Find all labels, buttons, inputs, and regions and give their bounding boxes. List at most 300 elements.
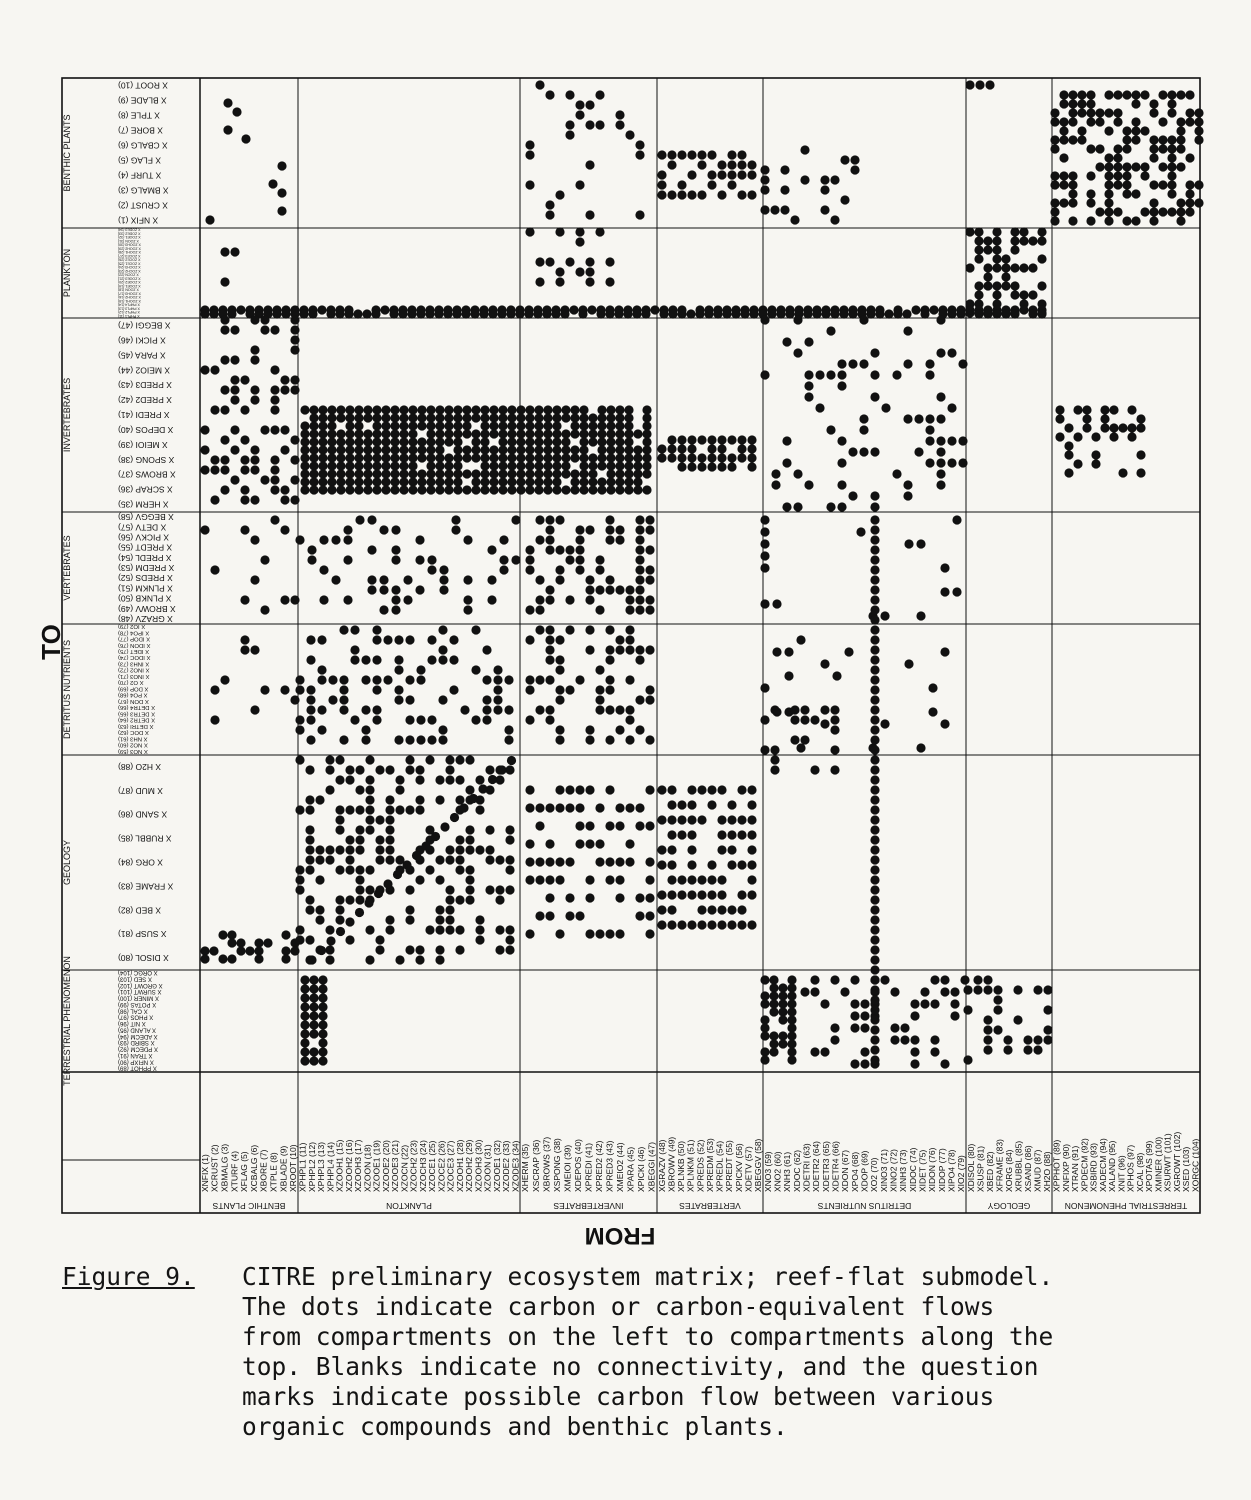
flow-dot — [390, 477, 399, 486]
row-compartment-label: X NFIX (1) — [118, 215, 159, 226]
flow-dot — [597, 437, 606, 446]
flow-dot — [570, 421, 579, 430]
flow-dot — [504, 705, 513, 714]
flow-dot — [480, 445, 489, 454]
flow-dot — [870, 855, 879, 864]
flow-dot — [534, 413, 543, 422]
flow-dot — [295, 675, 304, 684]
flow-dot — [585, 625, 594, 634]
flow-dot — [812, 309, 821, 318]
flow-dot — [667, 150, 676, 159]
flow-dot — [657, 815, 666, 824]
flow-dot — [426, 469, 435, 478]
flow-dot — [438, 695, 447, 704]
flow-dot — [645, 565, 654, 574]
row-compartment-label: X SED (103) — [118, 975, 152, 982]
flow-dot — [870, 675, 879, 684]
flow-dot — [850, 165, 859, 174]
flow-dot — [575, 535, 584, 544]
flow-dot — [697, 160, 706, 169]
flow-dot — [760, 539, 769, 548]
flow-dot — [642, 445, 651, 454]
flow-dot — [870, 615, 879, 624]
flow-dot — [936, 469, 945, 478]
flow-dot — [770, 765, 779, 774]
flow-dot — [270, 485, 279, 494]
flow-dot — [318, 429, 327, 438]
flow-dot — [319, 535, 328, 544]
flow-dot — [306, 705, 315, 714]
flow-dot — [645, 695, 654, 704]
flow-dot — [635, 150, 644, 159]
flow-dot — [270, 325, 279, 334]
flow-dot — [635, 575, 644, 584]
flow-dot — [331, 575, 340, 584]
flow-dot — [363, 453, 372, 462]
flow-dot — [782, 458, 791, 467]
flow-dot — [355, 885, 364, 894]
flow-dot — [787, 1047, 796, 1056]
flow-dot — [793, 348, 802, 357]
flow-dot — [552, 405, 561, 414]
flow-dot — [555, 565, 564, 574]
flow-dot — [290, 475, 299, 484]
flow-dot — [280, 425, 289, 434]
flow-dot — [435, 405, 444, 414]
flow-dot — [295, 535, 304, 544]
flow-dot — [561, 405, 570, 414]
flow-dot — [525, 929, 534, 938]
flow-dot — [445, 845, 454, 854]
flow-dot — [778, 1031, 787, 1040]
flow-dot — [615, 461, 624, 470]
flow-dot — [345, 895, 354, 904]
flow-dot — [399, 429, 408, 438]
flow-dot — [605, 515, 614, 524]
row-compartment-label: X SCRAP (36) — [118, 484, 173, 495]
flow-dot — [645, 685, 654, 694]
row-compartment-label: X PRED3 (43) — [118, 380, 172, 391]
flow-dot — [335, 755, 344, 764]
flow-dot — [270, 385, 279, 394]
flow-dot — [625, 585, 634, 594]
flow-dot — [504, 725, 513, 734]
flow-dot — [480, 429, 489, 438]
flow-dot — [534, 429, 543, 438]
column-compartment-label: XZOON (31) — [482, 1144, 493, 1192]
row-compartment-label: X NO3 (59) — [118, 747, 148, 754]
flow-dot — [870, 370, 879, 379]
flow-dot — [381, 445, 390, 454]
flow-dot — [435, 461, 444, 470]
flow-dot — [992, 263, 1001, 272]
flow-dot — [1033, 1035, 1042, 1044]
flow-dot — [317, 305, 326, 314]
flow-dot — [784, 647, 793, 656]
flow-dot — [516, 485, 525, 494]
flow-dot — [218, 954, 227, 963]
flow-dot — [870, 765, 879, 774]
flow-dot — [408, 413, 417, 422]
flow-dot — [394, 695, 403, 704]
flow-dot — [747, 830, 756, 839]
flow-dot — [910, 1047, 919, 1056]
flow-dot — [300, 405, 309, 414]
flow-dot — [325, 785, 334, 794]
flow-dot — [840, 195, 849, 204]
flow-dot — [992, 245, 1001, 254]
flow-dot — [309, 453, 318, 462]
flow-dot — [372, 445, 381, 454]
flow-dot — [760, 527, 769, 536]
flow-dot — [487, 545, 496, 554]
flow-dot — [493, 675, 502, 684]
flow-dot — [983, 272, 992, 281]
flow-dot — [390, 453, 399, 462]
flow-dot — [950, 1011, 959, 1020]
flow-dot — [1185, 117, 1194, 126]
flow-dot — [615, 803, 624, 812]
flow-dot — [426, 421, 435, 430]
flow-dot — [555, 227, 564, 236]
flow-dot — [1185, 153, 1194, 162]
flow-dot — [354, 405, 363, 414]
row-group-label: TERRESTRIAL PHENOMENON — [62, 956, 72, 1086]
flow-dot — [1068, 135, 1077, 144]
flow-dot — [223, 125, 232, 134]
flow-dot — [479, 309, 488, 318]
flow-dot — [362, 309, 371, 318]
flow-dot — [615, 585, 624, 594]
flow-dot — [426, 429, 435, 438]
flow-dot — [844, 647, 853, 656]
flow-dot — [290, 946, 299, 955]
flow-dot — [870, 725, 879, 734]
flow-dot — [624, 453, 633, 462]
flow-dot — [260, 325, 269, 334]
flow-dot — [395, 775, 404, 784]
flow-dot — [570, 405, 579, 414]
flow-dot — [1149, 144, 1158, 153]
flow-dot — [769, 1007, 778, 1016]
flow-dot — [784, 671, 793, 680]
flow-dot — [1140, 126, 1149, 135]
flow-dot — [415, 805, 424, 814]
flow-dot — [290, 938, 299, 947]
flow-dot — [625, 675, 634, 684]
flow-dot — [870, 595, 879, 604]
flow-dot — [890, 1035, 899, 1044]
flow-dot — [461, 309, 470, 318]
flow-dot — [535, 857, 544, 866]
flow-dot — [642, 453, 651, 462]
flow-dot — [1001, 272, 1010, 281]
flow-dot — [850, 1023, 859, 1032]
flow-dot — [355, 845, 364, 854]
flow-dot — [339, 675, 348, 684]
column-compartment-label: XCAL (98) — [1134, 1152, 1145, 1192]
flow-dot — [535, 705, 544, 714]
flow-dot — [579, 477, 588, 486]
flow-dot — [463, 595, 472, 604]
flow-dot — [551, 309, 560, 318]
flow-dot — [367, 575, 376, 584]
flow-dot — [615, 705, 624, 714]
flow-dot — [451, 515, 460, 524]
flow-dot — [787, 1031, 796, 1040]
flow-dot — [787, 983, 796, 992]
flow-dot — [1095, 162, 1104, 171]
flow-dot — [1136, 450, 1145, 459]
flow-dot — [220, 455, 229, 464]
flow-dot — [575, 675, 584, 684]
flow-dot — [277, 161, 286, 170]
flow-dot — [534, 405, 543, 414]
flow-dot — [800, 987, 809, 996]
row-compartment-label: X SAND (86) — [118, 809, 168, 820]
flow-dot — [870, 635, 879, 644]
flow-dot — [309, 477, 318, 486]
flow-dot — [707, 180, 716, 189]
flow-dot — [391, 545, 400, 554]
flow-dot — [615, 645, 624, 654]
flow-dot — [787, 1055, 796, 1064]
flow-dot — [1131, 99, 1140, 108]
flow-dot — [687, 190, 696, 199]
flow-dot — [717, 435, 726, 444]
flow-dot — [910, 999, 919, 1008]
flow-dot — [686, 309, 695, 318]
flow-dot — [625, 857, 634, 866]
row-compartment-label: X CBALG (6) — [118, 140, 168, 151]
flow-dot — [505, 885, 514, 894]
flow-dot — [1113, 171, 1122, 180]
flow-dot — [928, 683, 937, 692]
flow-dot — [697, 785, 706, 794]
flow-dot — [645, 929, 654, 938]
flow-dot — [381, 485, 390, 494]
flow-dot — [1176, 135, 1185, 144]
flow-dot — [534, 421, 543, 430]
flow-dot — [707, 453, 716, 462]
flow-dot — [230, 445, 239, 454]
flow-dot — [615, 469, 624, 478]
flow-dot — [760, 991, 769, 1000]
flow-dot — [625, 595, 634, 604]
column-compartment-label: XZOOE1 (19) — [371, 1140, 382, 1192]
flow-dot — [315, 845, 324, 854]
flow-dot — [606, 405, 615, 414]
flow-dot — [1001, 281, 1010, 290]
flow-dot — [770, 205, 779, 214]
flow-dot — [623, 309, 632, 318]
flow-dot — [280, 485, 289, 494]
flow-dot — [837, 502, 846, 511]
flow-dot — [890, 1023, 899, 1032]
flow-dot — [339, 705, 348, 714]
flow-dot — [552, 445, 561, 454]
flow-dot — [230, 375, 239, 384]
flow-dot — [947, 309, 956, 318]
flow-dot — [717, 920, 726, 929]
flow-dot — [1028, 290, 1037, 299]
flow-dot — [1068, 189, 1077, 198]
flow-dot — [545, 675, 554, 684]
flow-dot — [405, 735, 414, 744]
flow-dot — [525, 413, 534, 422]
flow-dot — [747, 462, 756, 471]
column-compartment-label: XCRUST (2) — [209, 1144, 220, 1192]
flow-dot — [820, 719, 829, 728]
flow-dot — [624, 477, 633, 486]
flow-dot — [707, 920, 716, 929]
flow-dot — [480, 405, 489, 414]
flow-dot — [769, 1039, 778, 1048]
flow-dot — [343, 595, 352, 604]
flow-dot — [379, 585, 388, 594]
flow-dot — [983, 1025, 992, 1034]
flow-dot — [309, 1029, 318, 1038]
flow-dot — [605, 257, 614, 266]
flow-dot — [300, 477, 309, 486]
flow-dot — [451, 525, 460, 534]
flow-dot — [435, 915, 444, 924]
flow-dot — [417, 477, 426, 486]
flow-dot — [760, 205, 769, 214]
flow-dot — [737, 860, 746, 869]
flow-dot — [290, 595, 299, 604]
flow-dot — [343, 525, 352, 534]
flow-dot — [597, 421, 606, 430]
flow-dot — [778, 1039, 787, 1048]
flow-dot — [260, 315, 269, 324]
connectivity-dots — [200, 80, 1203, 1068]
flow-dot — [535, 257, 544, 266]
row-compartment-label: X BROWV (49) — [118, 603, 176, 614]
column-compartment-label: XNFIX (1) — [199, 1154, 210, 1192]
flow-dot — [645, 515, 654, 524]
flow-dot — [390, 469, 399, 478]
flow-dot — [220, 465, 229, 474]
flow-dot — [336, 485, 345, 494]
flow-dot — [438, 625, 447, 634]
flow-dot — [597, 405, 606, 414]
flow-dot — [727, 860, 736, 869]
flow-dot — [1001, 263, 1010, 272]
flow-dot — [408, 437, 417, 446]
flow-dot — [345, 477, 354, 486]
flow-dot — [1050, 180, 1059, 189]
flow-dot — [614, 309, 623, 318]
flow-dot — [381, 461, 390, 470]
flow-dot — [421, 841, 430, 850]
flow-dot — [965, 305, 974, 314]
flow-dot — [635, 525, 644, 534]
flow-dot — [345, 437, 354, 446]
column-group-label: PLANKTON — [386, 1201, 432, 1211]
flow-dot — [810, 765, 819, 774]
flow-dot — [900, 1023, 909, 1032]
flow-dot — [270, 475, 279, 484]
flow-dot — [585, 525, 594, 534]
flow-dot — [870, 655, 879, 664]
flow-dot — [525, 150, 534, 159]
flow-dot — [435, 945, 444, 954]
flow-dot — [465, 785, 474, 794]
flow-dot — [507, 461, 516, 470]
from-axis-label: FROM — [584, 1222, 656, 1249]
flow-dot — [395, 805, 404, 814]
flow-dot — [355, 835, 364, 844]
flow-dot — [588, 453, 597, 462]
flow-dot — [760, 745, 769, 754]
flow-dot — [1023, 1035, 1032, 1044]
flow-dot — [335, 815, 344, 824]
flow-dot — [525, 461, 534, 470]
flow-dot — [220, 315, 229, 324]
flow-dot — [579, 445, 588, 454]
flow-dot — [498, 405, 507, 414]
flow-dot — [1059, 117, 1068, 126]
flow-dot — [597, 413, 606, 422]
flow-dot — [505, 855, 514, 864]
flow-dot — [772, 599, 781, 608]
flow-dot — [270, 515, 279, 524]
flow-dot — [485, 765, 494, 774]
flow-dot — [495, 855, 504, 864]
flow-dot — [760, 1015, 769, 1024]
row-compartment-label: X BEGGV (58) — [118, 512, 174, 523]
flow-dot — [525, 180, 534, 189]
flow-dot — [668, 309, 677, 318]
column-compartment-label: XZOOE3 (21) — [390, 1140, 401, 1192]
flow-dot — [525, 875, 534, 884]
flow-dot — [295, 715, 304, 724]
flow-dot — [645, 893, 654, 902]
flow-dot — [280, 685, 289, 694]
flow-dot — [657, 180, 666, 189]
column-compartment-label: XPPHOT (89) — [1051, 1139, 1062, 1192]
flow-dot — [417, 485, 426, 494]
flow-dot — [992, 254, 1001, 263]
flow-dot — [318, 984, 327, 993]
flow-dot — [1113, 153, 1122, 162]
flow-dot — [657, 453, 666, 462]
flow-dot — [1122, 126, 1131, 135]
flow-dot — [277, 188, 286, 197]
flow-dot — [760, 1031, 769, 1040]
flow-dot — [462, 421, 471, 430]
flow-dot — [495, 945, 504, 954]
row-compartment-label: X BROWS (37) — [118, 469, 176, 480]
flow-dot — [463, 575, 472, 584]
flow-dot — [870, 875, 879, 884]
flow-dot — [417, 453, 426, 462]
flow-dot — [290, 455, 299, 464]
flow-dot — [565, 555, 574, 564]
flow-dot — [992, 227, 1001, 236]
flow-dot — [525, 635, 534, 644]
flow-dot — [983, 309, 992, 318]
flow-dot — [606, 421, 615, 430]
flow-dot — [525, 227, 534, 236]
flow-dot — [1113, 207, 1122, 216]
flow-dot — [769, 1031, 778, 1040]
flow-dot — [480, 413, 489, 422]
column-compartment-label: XINO3 (71) — [878, 1149, 889, 1192]
flow-dot — [372, 675, 381, 684]
flow-dot — [747, 785, 756, 794]
